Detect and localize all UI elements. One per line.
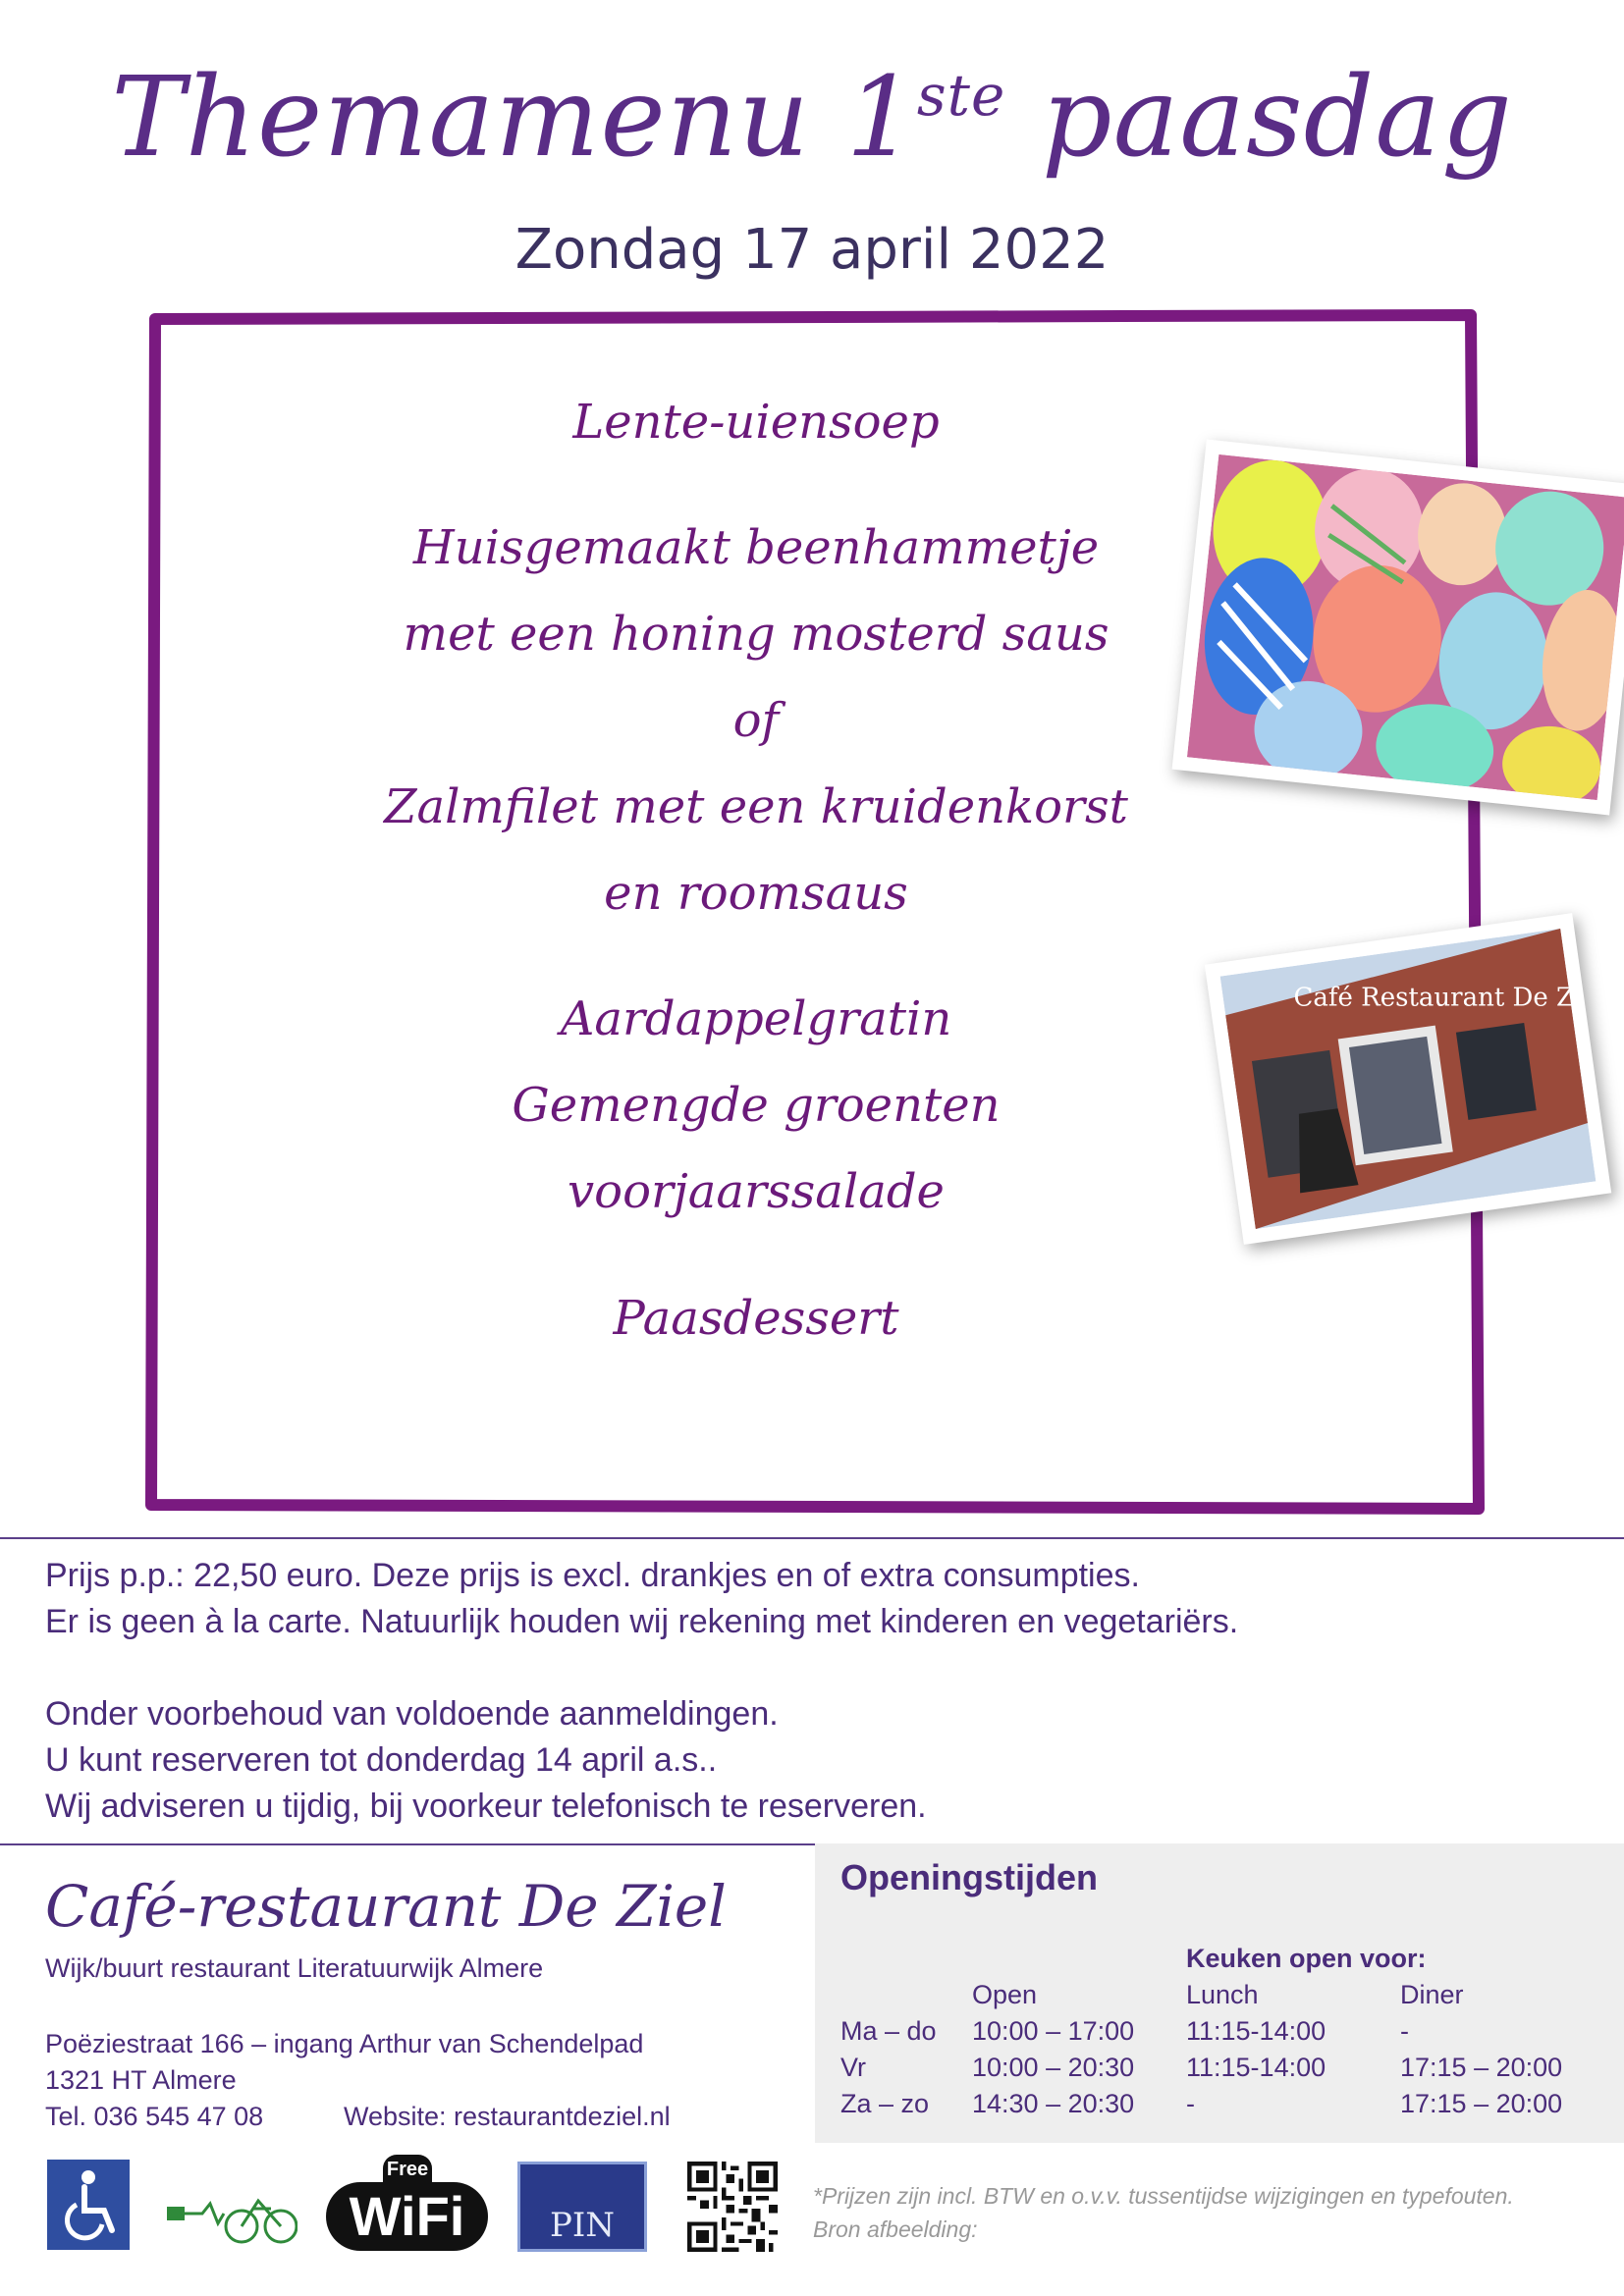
hours-day: Za – zo <box>840 2089 930 2118</box>
page-title: Themamenu 1ste paasdag <box>111 54 1513 182</box>
hours-day: Vr <box>840 2053 866 2082</box>
reservation-advice: Wij adviseren u tijdig, bij voorkeur telefonisch te reserveren. <box>45 1788 927 1825</box>
menu-item-main-2-sauce: en roomsaus <box>604 866 908 921</box>
footnote-image-source: Bron afbeelding: <box>813 2216 978 2242</box>
kitchen-label: Keuken open voor: <box>1186 1944 1427 1973</box>
restaurant-name: Café-restaurant De Ziel <box>45 1873 727 1940</box>
event-date: Zondag 17 april 2022 <box>514 218 1110 282</box>
menu-item-main-1-sauce: met een honing mosterd saus <box>403 607 1110 662</box>
easter-eggs-photo <box>1172 440 1624 816</box>
hours-day: Ma – do <box>840 2016 937 2046</box>
phone-number: Tel. 036 545 47 08 <box>45 2102 264 2131</box>
restaurant-tagline: Wijk/buurt restaurant Literatuurwijk Almere <box>45 1953 544 1983</box>
cafe-sign-text: Café Restaurant De Ziel <box>1293 983 1597 1013</box>
hours-lunch: - <box>1186 2089 1195 2118</box>
menu-item-or: of <box>732 693 780 748</box>
address-city: 1321 HT Almere <box>45 2065 237 2095</box>
hours-lunch: 11:15-14:00 <box>1186 2016 1326 2046</box>
qr-code-icon[interactable] <box>687 2162 778 2252</box>
menu-item-side-3: voorjaarssalade <box>568 1164 945 1219</box>
hours-title: Openingstijden <box>840 1857 1099 1897</box>
reservation-deadline: U kunt reserveren tot donderdag 14 april a.s.. <box>45 1741 718 1779</box>
col-open: Open <box>972 1980 1038 2009</box>
hours-diner: 17:15 – 20:00 <box>1400 2089 1563 2118</box>
reservation-condition: Onder voorbehoud van voldoende aanmeldingen. <box>45 1695 779 1733</box>
hours-open: 14:30 – 20:30 <box>972 2089 1135 2118</box>
menu-item-main-1: Huisgemaakt beenhammetje <box>412 520 1100 575</box>
divider-top <box>0 1537 1624 1539</box>
menu-item-side-1: Aardappelgratin <box>560 991 952 1046</box>
footnote-prices: *Prijzen zijn incl. BTW en o.v.v. tussentijdse wijzigingen en typefouten. <box>813 2183 1514 2209</box>
menu-item-side-2: Gemengde groenten <box>512 1078 1001 1133</box>
website-link[interactable]: Website: restaurantdeziel.nl <box>344 2102 671 2131</box>
wifi-label: WiFi <box>326 2182 488 2251</box>
cafe-storefront-icon <box>1220 929 1597 1229</box>
pin-label: PIN <box>549 2206 616 2245</box>
hours-open: 10:00 – 17:00 <box>972 2016 1135 2046</box>
menu-item-main-2: Zalmfilet met een kruidenkorst <box>384 779 1128 834</box>
pin-logo <box>517 2162 647 2252</box>
menu-item-dessert: Paasdessert <box>613 1291 899 1346</box>
hours-diner: 17:15 – 20:00 <box>1400 2053 1563 2082</box>
hours-diner: - <box>1400 2016 1409 2046</box>
menu-item-soup: Lente-uiensoep <box>572 395 940 450</box>
wifi-logo <box>326 2155 488 2253</box>
easter-eggs-icon <box>1187 454 1624 800</box>
col-diner: Diner <box>1400 1980 1464 2009</box>
price-line: Prijs p.p.: 22,50 euro. Deze prijs is excl. drankjes en of extra consumpties. <box>45 1557 1140 1594</box>
opening-hours-panel <box>815 1843 1624 2143</box>
wheelchair-icon <box>47 2160 130 2250</box>
price-info <box>45 1553 1238 1830</box>
cafe-storefront-photo <box>1205 913 1611 1245</box>
wifi-free-label: Free <box>383 2155 432 2184</box>
ebike-charging-icon <box>165 2179 298 2248</box>
hours-open: 10:00 – 20:30 <box>972 2053 1135 2082</box>
col-lunch: Lunch <box>1186 1980 1259 2009</box>
carte-line: Er is geen à la carte. Natuurlijk houden wij rekening met kinderen en vegetariërs. <box>45 1603 1239 1640</box>
address-street: Poëziestraat 166 – ingang Arthur van Schendelpad <box>45 2029 644 2058</box>
hours-lunch: 11:15-14:00 <box>1186 2053 1326 2082</box>
footnote <box>813 2179 1598 2246</box>
